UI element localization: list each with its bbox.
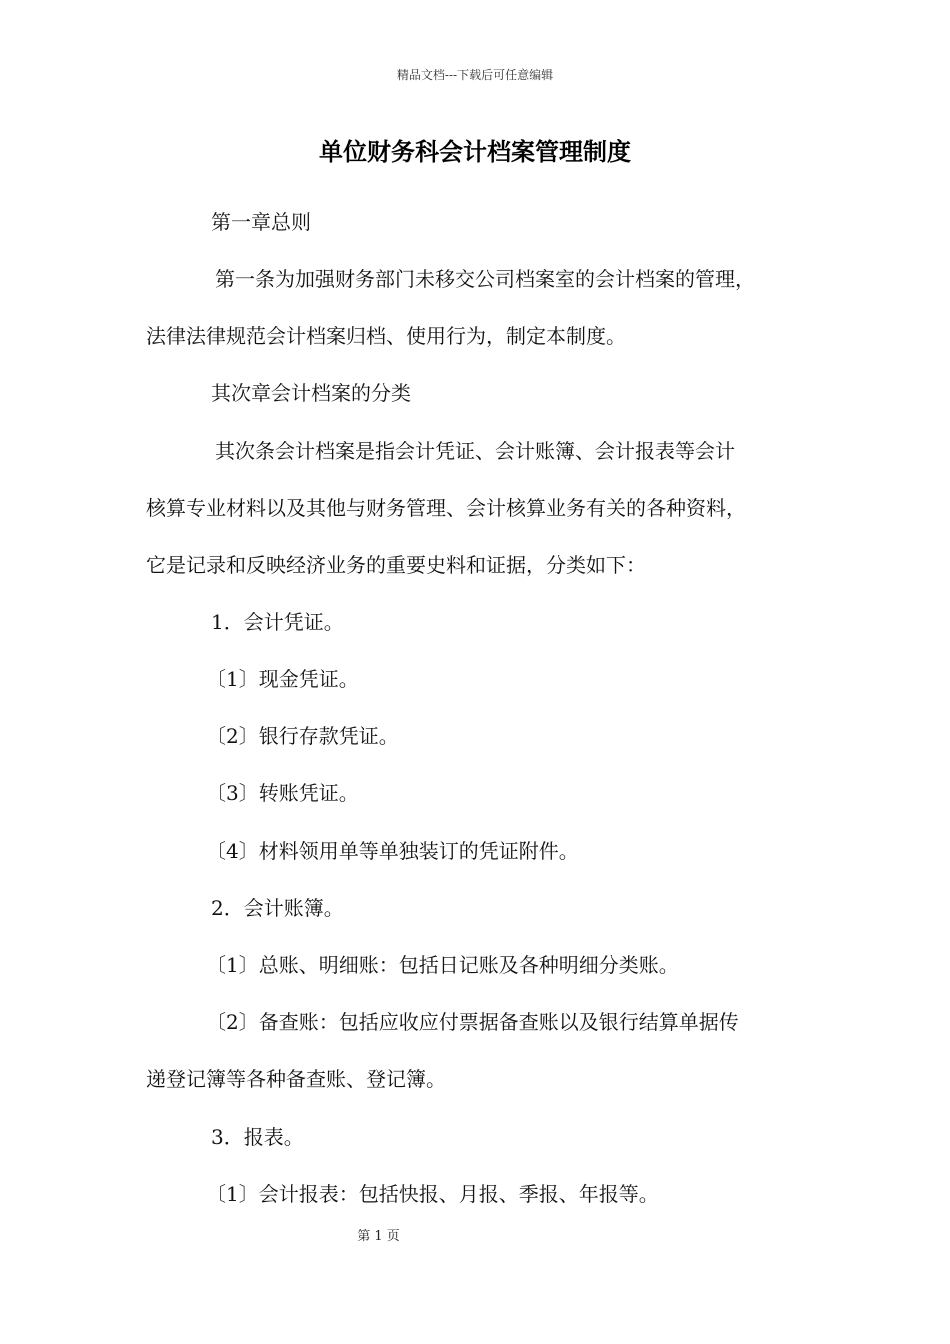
- paragraph-line: 核算专业材料以及其他与财务管理、会计核算业务有关的各种资料，: [146, 496, 746, 520]
- paragraph-line: 它是记录和反映经济业务的重要史料和证据，分类如下：: [146, 553, 646, 577]
- list-item: 〔1〕总账、明细账：包括日记账及各种明细分类账。: [206, 953, 679, 977]
- paragraph-line: 其次条会计档案是指会计凭证、会计账簿、会计报表等会计: [215, 439, 735, 463]
- list-item: 1．会计凭证。: [211, 610, 344, 634]
- chapter-heading: 其次章会计档案的分类: [211, 381, 411, 405]
- list-item: 〔3〕转账凭证。: [206, 781, 359, 805]
- paragraph-line: 递登记簿等各种备查账、登记簿。: [146, 1067, 446, 1091]
- list-item: 3．报表。: [211, 1125, 304, 1149]
- list-item: 〔2〕备查账：包括应收应付票据备查账以及银行结算单据传: [206, 1010, 739, 1034]
- list-item: 〔1〕会计报表：包括快报、月报、季报、年报等。: [206, 1182, 659, 1206]
- list-item: 2．会计账簿。: [211, 896, 344, 920]
- page-header: 精品文档---下载后可任意编辑: [396, 68, 554, 82]
- list-item: 〔4〕材料领用单等单独装订的凭证附件。: [206, 839, 579, 863]
- paragraph-line: 法律法律规范会计档案归档、使用行为，制定本制度。: [146, 324, 626, 348]
- paragraph-line: 第一条为加强财务部门未移交公司档案室的会计档案的管理，: [215, 267, 755, 291]
- document-title: 单位财务科会计档案管理制度: [319, 138, 631, 166]
- chapter-heading: 第一章总则: [211, 210, 311, 234]
- list-item: 〔2〕银行存款凭证。: [206, 724, 399, 748]
- list-item: 〔1〕现金凭证。: [206, 667, 359, 691]
- page-number: 第 1 页: [357, 1229, 400, 1244]
